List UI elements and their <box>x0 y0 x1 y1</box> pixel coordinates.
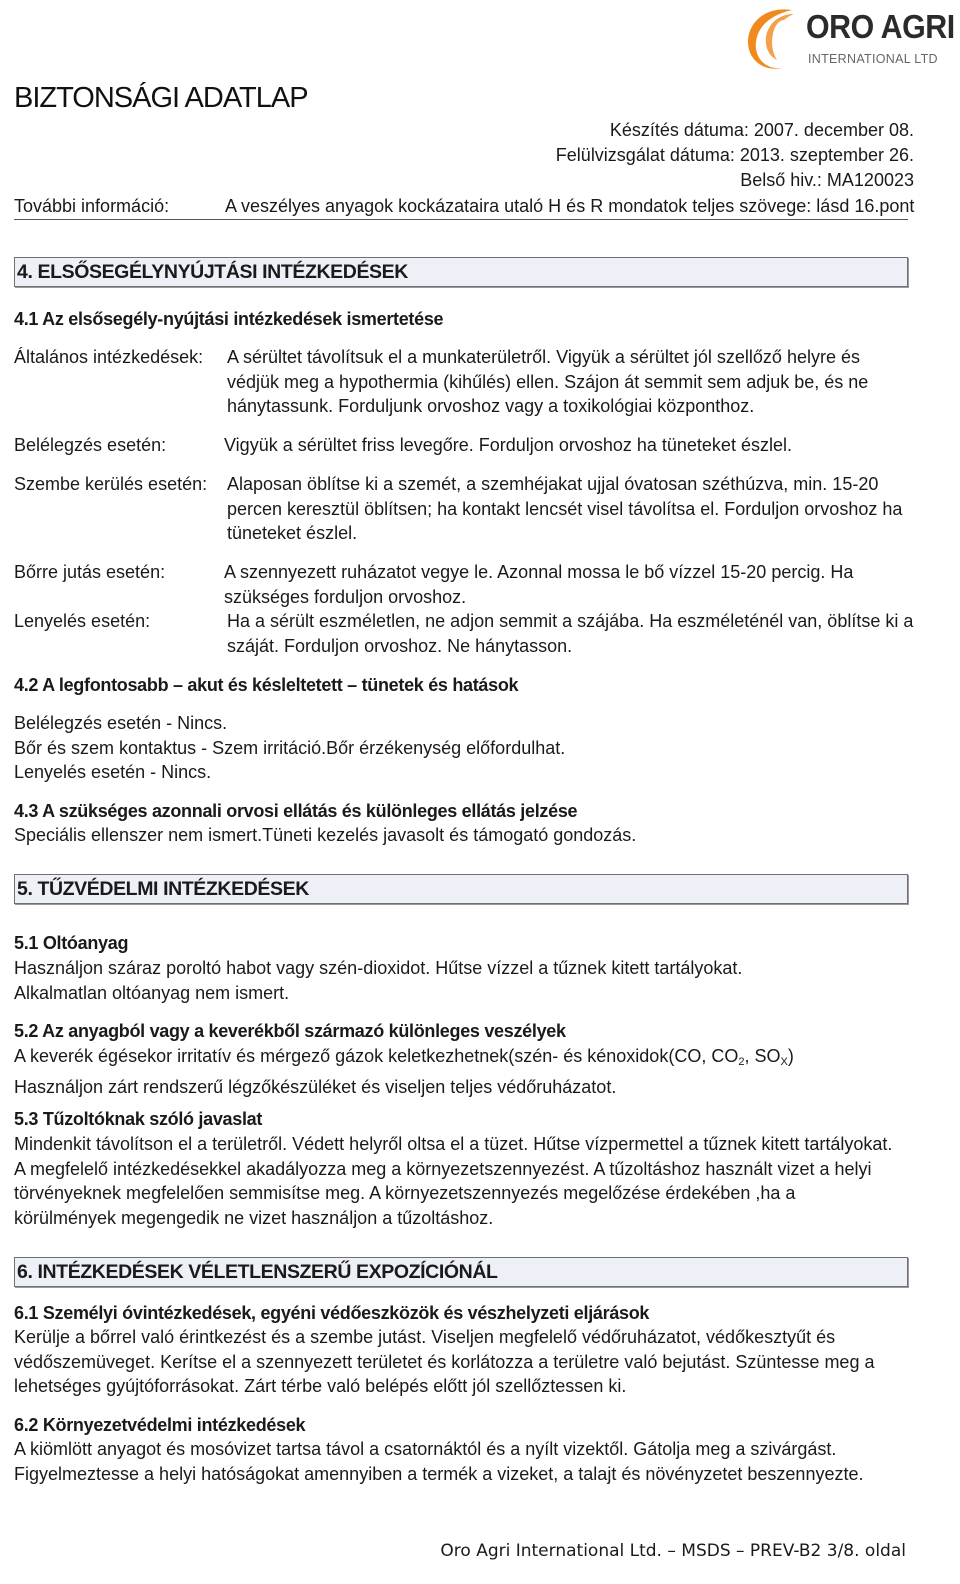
section-6-header <box>14 1257 908 1287</box>
ingestion-label: Lenyelés esetén: <box>14 611 151 631</box>
text-fragment: ) <box>787 1046 794 1066</box>
text-line: Vigyük a sérültet friss levegőre. Forduljon orvoshoz ha tüneteket észlel. <box>224 435 792 455</box>
text-line: Mindenkit távolítson el a területről. Védett helyről oltsa el a tüzet. Hűtse vízpermettel a tűznek kitett tartályokat. <box>14 1134 893 1154</box>
subsection-4-3-text <box>14 823 636 848</box>
skin-contact-text <box>224 560 853 609</box>
logo-swoosh-icon <box>744 2 806 74</box>
subsection-4-1-heading: 4.1 Az elsősegély-nyújtási intézkedések ismertetése <box>14 309 444 329</box>
subsection-6-2-text <box>14 1437 863 1486</box>
preparation-date: Készítés dátuma: 2007. december 08. <box>609 120 914 140</box>
text-line: Bőr és szem kontaktus - Szem irritáció.Bőr érzékenység előfordulhat. <box>14 737 566 758</box>
subsection-4-3-heading: 4.3 A szükséges azonnali orvosi ellátás és különleges ellátás jelzése <box>14 801 578 821</box>
subscript: X <box>780 1056 788 1068</box>
subscript: 2 <box>738 1056 745 1068</box>
section-4-title: 4. ELSŐSEGÉLYNYÚJTÁSI INTÉZKEDÉSEK <box>17 261 408 283</box>
eye-contact-text <box>227 472 902 546</box>
revision-date: Felülvizsgálat dátuma: 2013. szeptember 26. <box>555 145 914 165</box>
text-line: percen keresztül öblítsen; ha kontakt lencsét visel távolítsa el. Forduljon orvoshoz ha <box>227 498 903 519</box>
subsection-5-1-text <box>14 956 742 1005</box>
document-meta <box>556 118 914 193</box>
header-divider <box>14 219 908 220</box>
text-line: A sérültet távolítsuk el a munkaterületről. Vigyük a sérültet jól szellőző helyre és <box>227 347 860 367</box>
section-4-header <box>14 257 908 287</box>
document-title: BIZTONSÁGI ADATLAP <box>14 82 308 114</box>
text-line: Lenyelés esetén - Nincs. <box>14 762 212 782</box>
logo-subtitle: INTERNATIONAL LTD <box>808 52 938 66</box>
subsection-6-1-heading: 6.1 Személyi óvintézkedések, egyéni védőeszközök és vészhelyzeti eljárások <box>14 1303 650 1323</box>
text-line: Figyelmeztesse a helyi hatóságokat amennyiben a termék a vizeket, a talajt és növényzetet beszennyezte. <box>14 1463 864 1484</box>
logo-wordmark: ORO AGRI <box>806 8 955 45</box>
subsection-4-2-heading: 4.2 A legfontosabb – akut és késleltetett – tünetek és hatások <box>14 675 519 695</box>
text-line: Alaposan öblítse ki a szemét, a szemhéjakat ujjal óvatosan széthúzva, min. 15-20 <box>227 474 879 494</box>
subsection-5-2-heading: 5.2 Az anyagból vagy a keverékből származó különleges veszélyek <box>14 1021 566 1041</box>
section-5-title: 5. TŰZVÉDELMI INTÉZKEDÉSEK <box>17 878 309 900</box>
text-line: A kiömlött anyagot és mosóvizet tartsa távol a csatornáktól és a nyílt vizektől. Gátolja meg a szivárgást. <box>14 1439 837 1459</box>
text-line: lehetséges gyújtóforrásokat. Zárt térbe való belépés előtt jól szellőztessen ki. <box>14 1376 627 1396</box>
subsection-5-1-heading: 5.1 Oltóanyag <box>14 933 129 953</box>
eye-contact-label: Szembe kerülés esetén: <box>14 474 208 494</box>
text-line: körülmények megengedik ne vizet használjon a tűzoltáshoz. <box>14 1207 494 1228</box>
text-line: törvényeknek megfelelően semmisítse meg. A környezetszennyezés megelőzése érdekében ,ha a <box>14 1183 796 1203</box>
text-fragment: , SO <box>744 1046 781 1066</box>
internal-reference: Belső hiv.: MA120023 <box>740 170 914 190</box>
text-line: szükséges forduljon orvoshoz. <box>224 586 467 607</box>
text-line: A szennyezett ruházatot vegye le. Azonnal mossa le bő vízzel 15-20 percig. Ha <box>224 562 854 582</box>
inhalation-text <box>224 433 792 458</box>
text-line: A megfelelő intézkedésekkel akadályozza meg a környezetszennyezést. A tűzoltáshoz használt vizet a helyi <box>14 1158 872 1179</box>
inhalation-label: Belélegzés esetén: <box>14 435 167 455</box>
ingestion-text <box>227 609 913 658</box>
text-line: száját. Forduljon orvoshoz. Ne hánytasson. <box>227 635 573 656</box>
text-line: Kerülje a bőrrel való érintkezést és a szembe jutást. Viseljen megfelelő védőruházatot, védőkesztyűt és <box>14 1327 836 1347</box>
text-line <box>14 1044 794 1075</box>
text-line: védőszemüveget. Kerítse el a szennyezett területet és korlátozza a területre való bejutást. Szüntesse meg a <box>14 1351 875 1372</box>
text-line: védjük meg a hypothermia (kihűlés) ellen. Szájon át semmit sem adjuk be, és ne <box>227 371 869 392</box>
further-info-label: További információ: <box>14 196 170 216</box>
skin-contact-label: Bőrre jutás esetén: <box>14 562 166 582</box>
text-line: Használjon száraz poroltó habot vagy szén-dioxidot. Hűtse vízzel a tűznek kitett tartályokat. <box>14 958 743 978</box>
text-line: Alkalmatlan oltóanyag nem ismert. <box>14 982 290 1003</box>
general-measures-text <box>227 345 868 419</box>
general-measures-label: Általános intézkedések: <box>14 347 204 367</box>
text-line: Ha a sérült eszméletlen, ne adjon semmit a szájába. Ha eszméleténél van, öblítse ki a <box>227 611 914 631</box>
text-line: Speciális ellenszer nem ismert.Tüneti kezelés javasolt és támogató gondozás. <box>14 825 637 845</box>
subsection-5-3-heading: 5.3 Tűzoltóknak szóló javaslat <box>14 1109 263 1129</box>
text-line: hánytassunk. Forduljunk orvoshoz vagy a toxikológiai központhoz. <box>227 396 755 416</box>
further-info-value: A veszélyes anyagok kockázataira utaló H és R mondatok teljes szövege: lásd 16.pont <box>225 196 915 216</box>
page-footer: Oro Agri International Ltd. – MSDS – PREV-B2 3/8. oldal <box>440 1541 906 1561</box>
text-line: Belélegzés esetén - Nincs. <box>14 713 228 733</box>
subsection-6-2-heading: 6.2 Környezetvédelmi intézkedések <box>14 1415 306 1435</box>
subsection-6-1-text <box>14 1325 874 1399</box>
company-logo <box>744 2 954 74</box>
section-5-header <box>14 874 908 904</box>
subsection-5-2-text <box>14 1044 794 1099</box>
text-fragment: A keverék égésekor irritatív és mérgező gázok keletkezhetnek(szén- és kénoxidok(CO, CO <box>14 1046 739 1066</box>
text-line: tüneteket észlel. <box>227 523 358 543</box>
text-line: Használjon zárt rendszerű légzőkészüléket és viseljen teljes védőruházatot. <box>14 1076 617 1097</box>
subsection-4-2-text <box>14 711 565 785</box>
section-6-title: 6. INTÉZKEDÉSEK VÉLETLENSZERŰ EXPOZÍCIÓNÁL <box>17 1261 498 1283</box>
subsection-5-3-text <box>14 1132 892 1230</box>
